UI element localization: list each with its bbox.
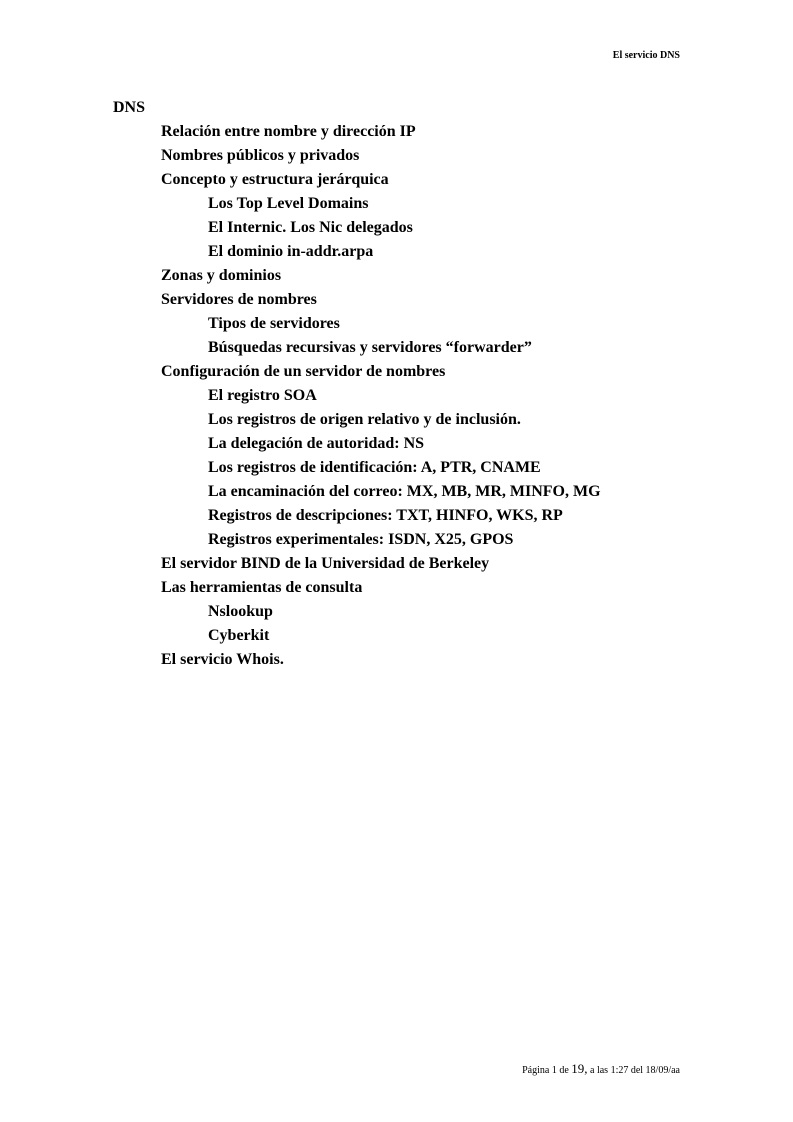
toc-item: Nombres públicos y privados	[161, 147, 360, 164]
toc-item: Relación entre nombre y dirección IP	[161, 123, 416, 140]
toc-item: El dominio in-addr.arpa	[208, 243, 374, 260]
toc-item: Los registros de identificación: A, PTR, CNAME	[208, 459, 541, 476]
toc-item: Concepto y estructura jerárquica	[161, 171, 389, 188]
toc-item: La delegación de autoridad: NS	[208, 435, 425, 452]
toc-item: Cyberkit	[208, 627, 270, 644]
toc-item: Los Top Level Domains	[208, 195, 369, 212]
page-footer	[522, 1061, 680, 1077]
toc-list	[113, 120, 601, 672]
toc-item: Servidores de nombres	[161, 291, 317, 308]
table-of-contents	[113, 96, 601, 672]
toc-item: El registro SOA	[208, 387, 317, 404]
page-header: El servicio DNS	[612, 50, 680, 61]
toc-heading: DNS	[113, 99, 146, 116]
toc-item: Registros de descripciones: TXT, HINFO, WKS, RP	[208, 507, 563, 524]
toc-item: Tipos de servidores	[208, 315, 340, 332]
toc-item: El servidor BIND de la Universidad de Berkeley	[161, 555, 490, 572]
toc-item: El servicio Whois.	[161, 651, 284, 668]
toc-item: Nslookup	[208, 603, 273, 620]
toc-item: El Internic. Los Nic delegados	[208, 219, 413, 236]
toc-item: Las herramientas de consulta	[161, 579, 363, 596]
toc-item: La encaminación del correo: MX, MB, MR, MINFO, MG	[208, 483, 601, 500]
footer-page-prefix: Página 1 de	[522, 1065, 569, 1076]
footer-page-total: 19,	[571, 1061, 588, 1076]
toc-item: Configuración de un servidor de nombres	[161, 363, 446, 380]
toc-item: Zonas y dominios	[161, 267, 282, 284]
toc-item: Búsquedas recursivas y servidores “forwarder”	[208, 339, 532, 356]
footer-timestamp: a las 1:27 del 18/09/aa	[590, 1065, 680, 1076]
toc-item: Registros experimentales: ISDN, X25, GPOS	[208, 531, 514, 548]
toc-item: Los registros de origen relativo y de inclusión.	[208, 411, 521, 428]
